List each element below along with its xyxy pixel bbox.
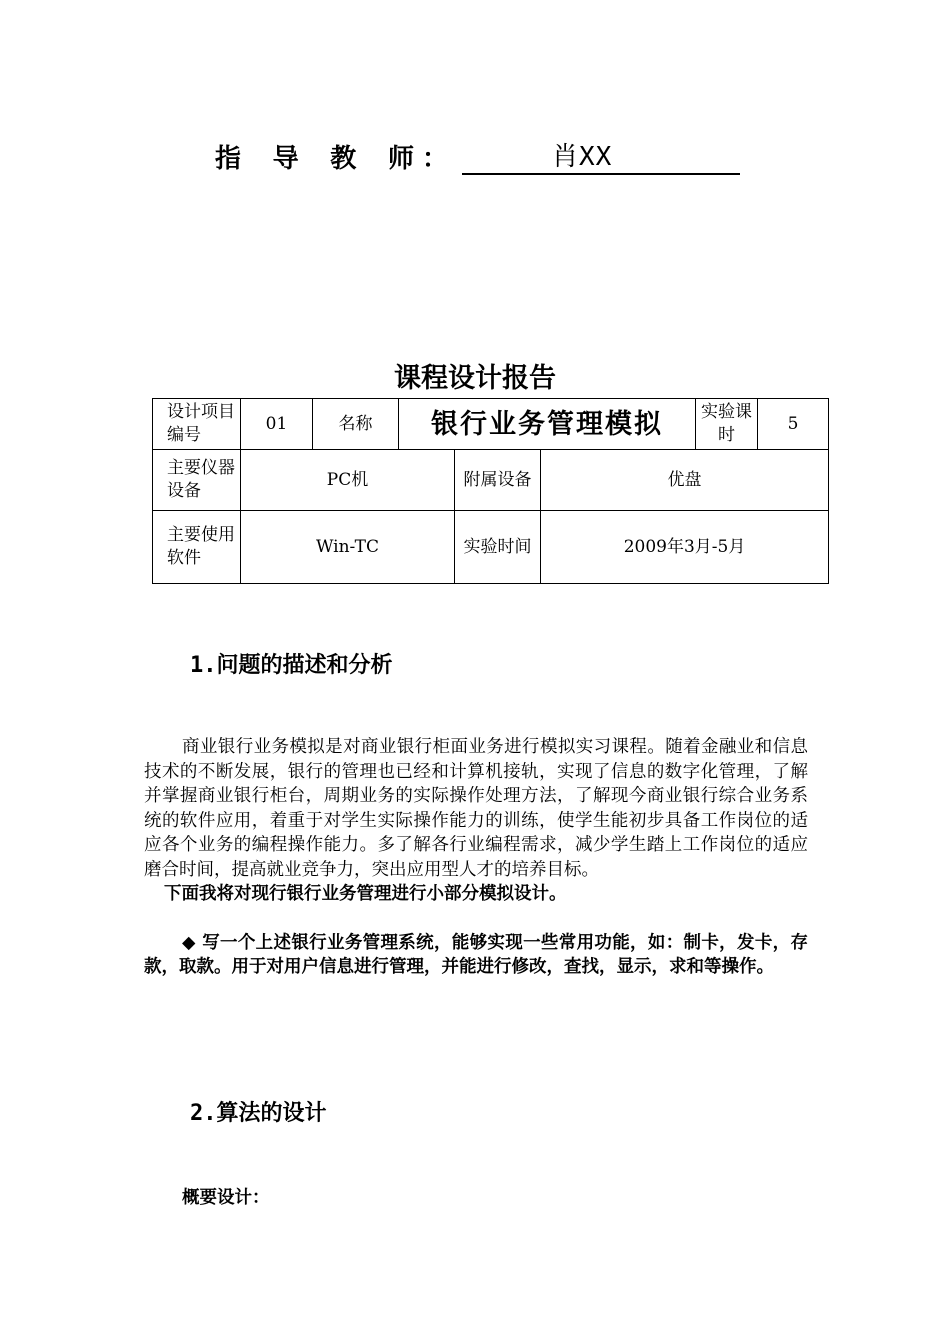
aux-value: 优盘 [541, 450, 829, 511]
section1-paragraph: 商业银行业务模拟是对商业银行柜面业务进行模拟实习课程。随着金融业和信息技术的不断发展，银行的管理也已经和计算机接轨，实现了信息的数字化管理，了解并掌握商业银行柜台，周期业务的实际操作处理方法，了解现今商业银行综合业务系统的软件应用，着重于对学生实际操作能力的训练，使学生能初步具备工作岗位的适应各个业务的编程操作能力。多了解各行业编程需求，减少学生踏上工作岗位的适应磨合时间，提高就业竞争力，突出应用型人才的培养目标。 [144, 737, 808, 880]
project-name-value: 银行业务管理模拟 [399, 399, 696, 450]
instructor-label: 指 导 教 师： [215, 144, 456, 174]
instructor-name: 肖XX [462, 136, 740, 175]
table-row [153, 399, 829, 450]
equipment-value: PC机 [241, 450, 455, 511]
hours-label: 实验课时 [696, 399, 758, 450]
software-label: 主要使用软件 [153, 511, 241, 584]
hours-value: 5 [758, 399, 829, 450]
equipment-label: 主要仪器设备 [153, 450, 241, 511]
project-no-value: 01 [241, 399, 313, 450]
section2-subheading: 概要设计： [182, 1188, 270, 1208]
table-row [153, 450, 829, 511]
aux-label: 附属设备 [455, 450, 541, 511]
section1-heading: 1.问题的描述和分析 [190, 653, 393, 678]
report-title: 课程设计报告 [394, 363, 556, 394]
name-label: 名称 [313, 399, 399, 450]
report-info-table [152, 398, 829, 584]
software-value: Win-TC [241, 511, 455, 584]
project-no-label: 设计项目编号 [153, 399, 241, 450]
time-label: 实验时间 [455, 511, 541, 584]
section1-body [144, 735, 808, 980]
table-row [153, 511, 829, 584]
time-value: 2009年3月-5月 [541, 511, 829, 584]
instructor-line [215, 136, 740, 175]
section1-intro: 下面我将对现行银行业务管理进行小部分模拟设计。 [164, 884, 567, 904]
section2-heading: 2.算法的设计 [190, 1101, 327, 1126]
section1-bullet: ◆ 写一个上述银行业务管理系统，能够实现一些常用功能，如：制卡，发卡，存款，取款。用于对用户信息进行管理，并能进行修改，查找，显示，求和等操作。 [144, 932, 808, 977]
